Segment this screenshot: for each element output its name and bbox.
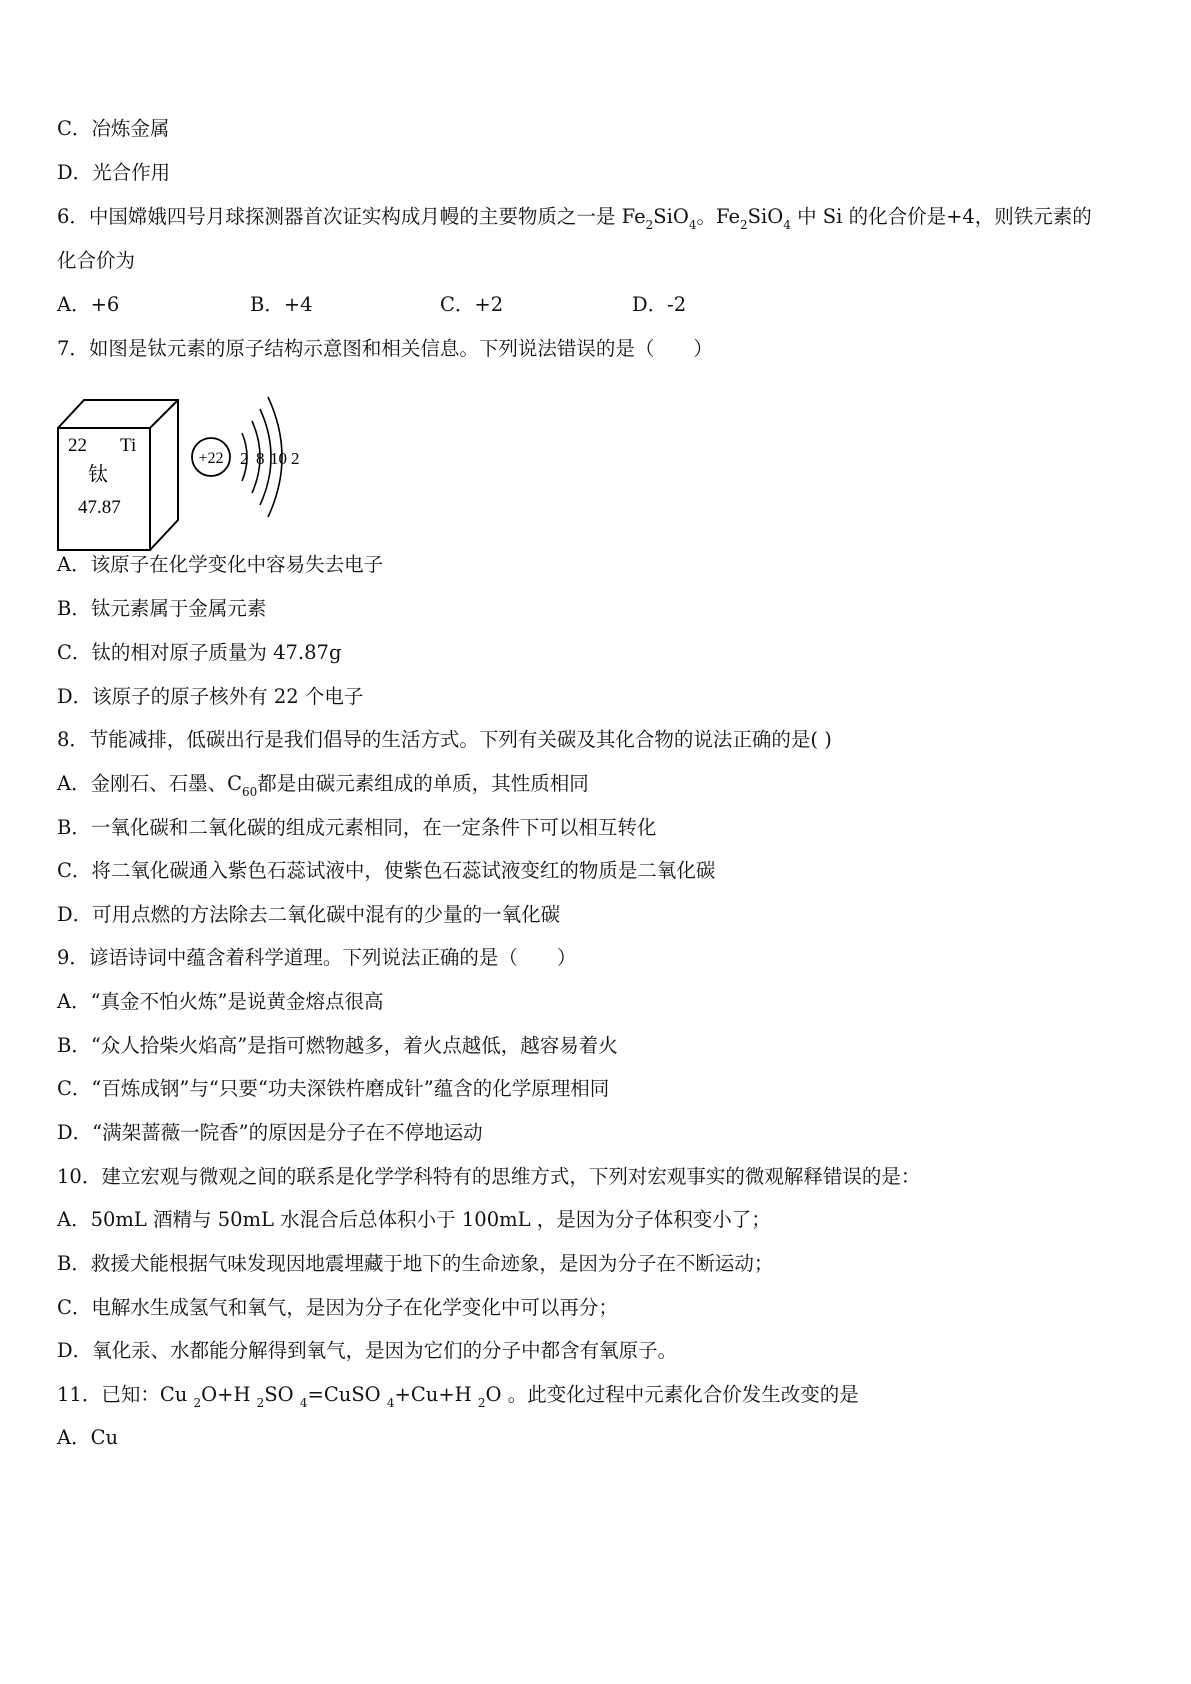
element-symbol: Ti [120, 435, 137, 456]
q8-option-a [57, 770, 589, 798]
shell-3-count: 10 [270, 449, 287, 468]
q9-option-b: B．“众人拾柴火焰高”是指可燃物越多，着火点越低，越容易着火 [57, 1034, 618, 1057]
q6-option-a: A．+6 [57, 293, 120, 316]
q8-option-b: B．一氧化碳和二氧化碳的组成元素相同，在一定条件下可以相互转化 [57, 816, 657, 839]
q5-option-d: D．光合作用 [57, 161, 171, 184]
nucleus-charge: +22 [198, 450, 224, 467]
q6-option-b: B．+4 [250, 293, 313, 316]
q10-option-d: D．氧化汞、水都能分解得到氧气，是因为它们的分子中都含有氧原子。 [57, 1339, 678, 1362]
shell-2-count: 8 [256, 449, 265, 468]
q8-option-d: D．可用点燃的方法除去二氧化碳中混有的少量的一氧化碳 [57, 903, 561, 926]
q8-stem: 8．节能减排，低碳出行是我们倡导的生活方式。下列有关碳及其化合物的说法正确的是( ) [57, 728, 832, 751]
q7-option-b: B．钛元素属于金属元素 [57, 597, 267, 620]
q6-option-c: C．+2 [440, 293, 504, 316]
q8-option-c: C．将二氧化碳通入紫色石蕊试液中，使紫色石蕊试液变红的物质是二氧化碳 [57, 859, 716, 882]
q7-option-c: C．钛的相对原子质量为 47.87g [57, 641, 342, 664]
q9-option-a: A．“真金不怕火炼”是说黄金熔点很高 [57, 990, 384, 1013]
q10-option-b: B．救援犬能根据气味发现因地震埋藏于地下的生命迹象，是因为分子在不断运动； [57, 1252, 774, 1275]
subscript: 2 [193, 1396, 202, 1410]
element-cube-icon [58, 400, 178, 550]
q8-option-a-part: 都是由碳元素组成的单质，其性质相同 [257, 772, 589, 795]
atomic-number: 22 [68, 435, 87, 456]
q6-stem-line2: 化合价为 [57, 249, 136, 272]
shell-1-count: 2 [240, 449, 249, 468]
q7-option-a: A．该原子在化学变化中容易失去电子 [57, 553, 384, 576]
subscript: 4 [783, 218, 791, 232]
q11-stem-part: SO [264, 1383, 300, 1406]
subscript: 2 [645, 218, 654, 232]
q6-stem-part: SiO [747, 205, 784, 228]
q6-stem [57, 203, 1092, 231]
subscript: 4 [386, 1396, 395, 1410]
q6-stem-part: 中 Si 的化合价是+4，则铁元素的 [790, 205, 1092, 228]
q11-stem-part: 11．已知：Cu [57, 1383, 194, 1406]
q9-stem: 9．谚语诗词中蕴含着科学道理。下列说法正确的是（ ） [57, 946, 577, 969]
subscript: 2 [740, 218, 748, 232]
q6-stem-part: SiO [653, 205, 689, 228]
subscript: 2 [256, 1396, 265, 1410]
q11-option-a: A．Cu [57, 1426, 119, 1449]
q11-stem-part: O+H [201, 1383, 257, 1406]
q11-stem [57, 1381, 859, 1409]
q10-option-a: A．50mL 酒精与 50mL 水混合后总体积小于 100mL ，是因为分子体积变小了； [57, 1208, 771, 1231]
q11-stem-part: +Cu+H [394, 1383, 478, 1406]
q10-option-c: C．电解水生成氢气和氧气，是因为分子在化学变化中可以再分； [57, 1296, 618, 1319]
q11-stem-part: =CuSO [307, 1383, 387, 1406]
q7-stem: 7．如图是钛元素的原子结构示意图和相关信息。下列说法错误的是（ ） [57, 337, 713, 360]
atomic-mass: 47.87 [78, 497, 121, 518]
subscript: 4 [688, 218, 697, 232]
q10-stem: 10．建立宏观与微观之间的联系是化学学科特有的思维方式，下列对宏观事实的微观解释错误的是： [57, 1165, 921, 1188]
subscript: 2 [477, 1396, 486, 1410]
q8-option-a-part: A．金刚石、石墨、C [57, 772, 243, 795]
q9-option-d: D．“满架蔷薇一院香”的原因是分子在不停地运动 [57, 1121, 483, 1144]
q6-stem-part: 6．中国嫦娥四号月球探测器首次证实构成月幔的主要物质之一是 Fe [57, 205, 646, 228]
q5-option-c: C．冶炼金属 [57, 117, 170, 140]
q6-stem-part: 。Fe [696, 205, 740, 228]
subscript: 60 [242, 785, 258, 799]
q9-option-c: C．“百炼成钢”与“只要“功夫深铁杵磨成针”蕴含的化学原理相同 [57, 1077, 610, 1100]
q11-stem-part: O 。此变化过程中元素化合价发生改变的是 [485, 1383, 859, 1406]
titanium-atom-figure [56, 395, 316, 565]
element-name: 钛 [88, 462, 108, 486]
subscript: 4 [299, 1396, 308, 1410]
shell-4-count: 2 [291, 449, 300, 468]
q6-option-d: D．-2 [632, 293, 687, 316]
q7-option-d: D．该原子的原子核外有 22 个电子 [57, 685, 364, 708]
